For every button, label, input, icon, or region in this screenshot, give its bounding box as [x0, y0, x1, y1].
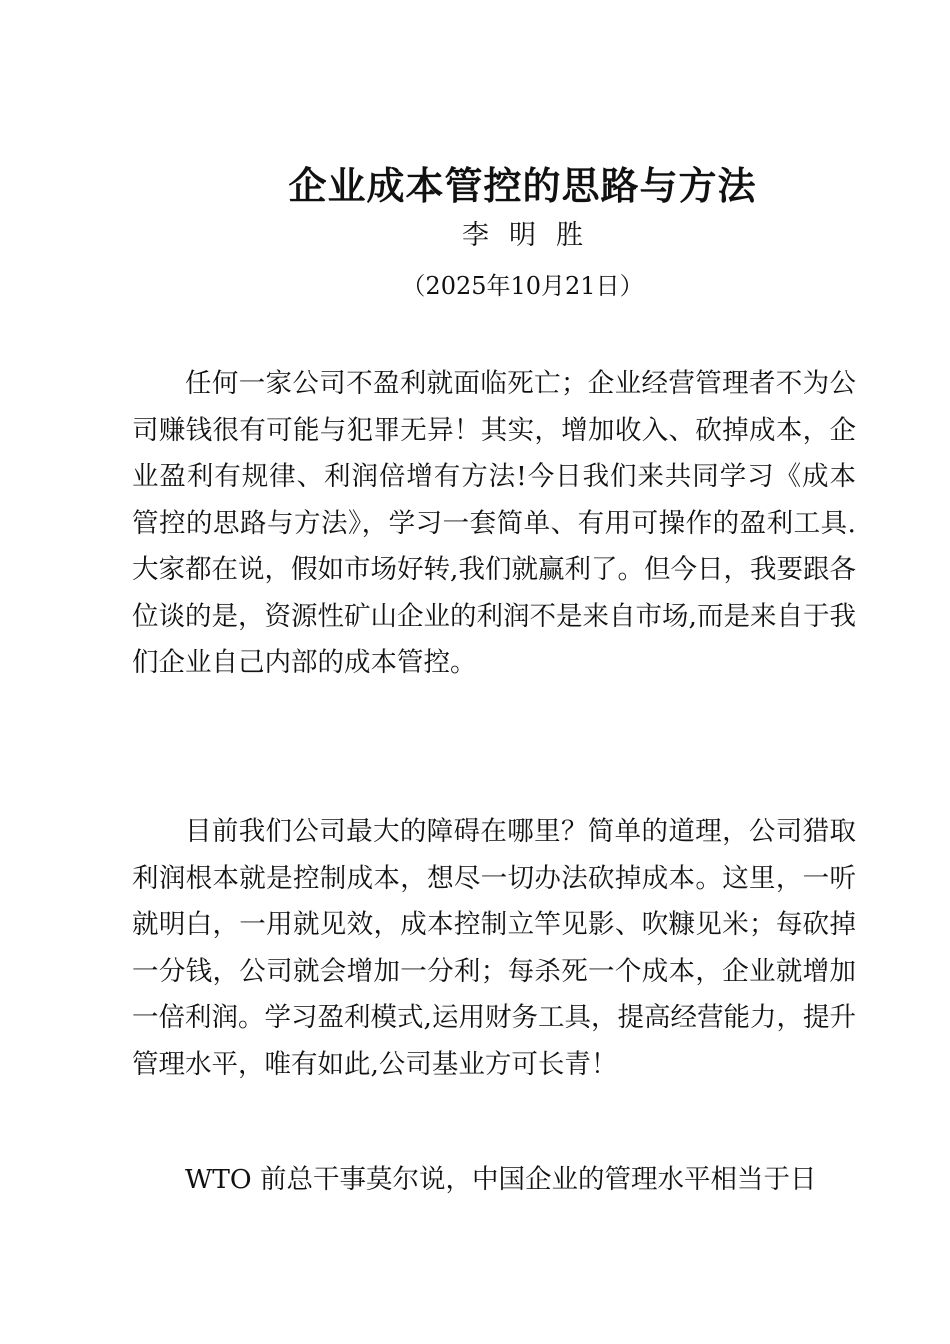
- paragraph-1: 任何一家公司不盈利就面临死亡；企业经营管理者不为公司赚钱很有可能与犯罪无异！其实，增加收入、砍掉成本，企业盈利有规律、利润倍增有方法!今日我们来共同学习《成本管控的思路与方法》，学习一套简单、有用可操作的盈利工具.大家都在说，假如市场好转,我们就赢利了。但今日，我要跟各位谈的是，资源性矿山企业的利润不是来自市场,而是来自于我们企业自己内部的成本管控。: [132, 368, 856, 678]
- paragraph-3: WTO 前总干事莫尔说，中国企业的管理水平相当于日: [185, 1164, 817, 1195]
- document-title: 企业成本管控的思路与方法: [288, 163, 757, 208]
- author-name: [0, 216, 950, 256]
- author-char: 李: [462, 220, 489, 251]
- document-date: （2025年10月21日）: [401, 272, 644, 300]
- author-char: 明: [509, 220, 536, 251]
- paragraph-2: 目前我们公司最大的障碍在哪里？简单的道理，公司猎取利润根本就是控制成本，想尽一切办法砍掉成本。这里，一听就明白，一用就见效，成本控制立竿见影、吹糠见米；每砍掉一分钱，公司就会增加一分利；每杀死一个成本，企业就增加一倍利润。学习盈利模式,运用财务工具，提高经营能力，提升管理水平，唯有如此,公司基业方可长青！: [132, 816, 856, 1080]
- author-char: 胜: [556, 220, 583, 251]
